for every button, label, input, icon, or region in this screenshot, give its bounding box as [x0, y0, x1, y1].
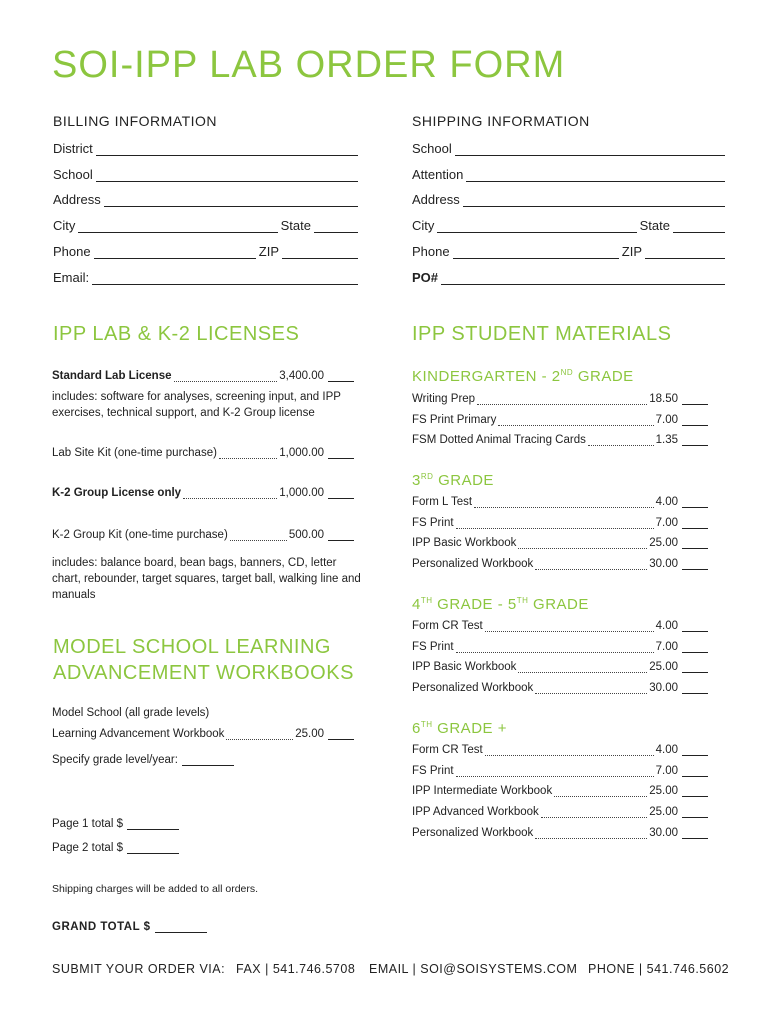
- product-row[interactable]: [412, 517, 708, 529]
- product-price: 1.35: [655, 434, 678, 446]
- page1-total-field[interactable]: [52, 818, 179, 830]
- product-price: 4.00: [655, 620, 678, 632]
- standard-license-description: includes: software for analyses, screening input, and IPP exercises, technical support, and K-2 Group license: [52, 391, 341, 419]
- product-label: FS Print: [412, 764, 454, 777]
- page2-total-label: Page 2 total $: [52, 842, 123, 854]
- k2-grade-heading-tail: GRADE: [573, 368, 634, 385]
- billing-state-label: State: [280, 218, 311, 233]
- k2-grade-sup: ND: [560, 368, 574, 377]
- product-row[interactable]: [412, 785, 708, 797]
- shipping-phone-label: Phone: [412, 244, 450, 259]
- grade3-heading-text: 3: [412, 472, 421, 489]
- grade6-heading-text: 6: [412, 720, 421, 737]
- billing-district-label: District: [53, 141, 93, 156]
- grade3-heading-tail: GRADE: [433, 472, 494, 489]
- shipping-school-field[interactable]: [412, 141, 728, 156]
- shipping-school-label: School: [412, 141, 452, 156]
- shipping-attention-field[interactable]: [412, 167, 728, 182]
- quantity-blank[interactable]: [682, 767, 708, 777]
- grand-total-label: GRAND TOTAL $: [52, 921, 151, 933]
- product-price: 18.50: [649, 393, 678, 405]
- footer-fax: FAX | 541.746.5708: [236, 962, 356, 976]
- shipping-zip-label: ZIP: [621, 244, 642, 259]
- product-price: 7.00: [655, 764, 678, 777]
- footer-email[interactable]: EMAIL | SOI@SOISYSTEMS.COM: [369, 962, 578, 976]
- product-label: Form CR Test: [412, 620, 483, 632]
- standard-license-price: 3,400.00: [279, 370, 324, 382]
- billing-city-label: City: [53, 218, 76, 233]
- footer-submit: SUBMIT YOUR ORDER VIA:: [52, 962, 226, 976]
- shipping-attention-label: Attention: [412, 167, 464, 182]
- product-row[interactable]: [412, 537, 708, 549]
- shipping-heading: SHIPPING INFORMATION: [412, 113, 590, 129]
- billing-phone-zip-field[interactable]: [53, 244, 361, 259]
- grade-level-field[interactable]: [52, 754, 234, 766]
- grade3-sup: RD: [420, 472, 434, 481]
- k2-kit-label: K-2 Group Kit (one-time purchase): [52, 529, 228, 541]
- product-label: Form L Test: [412, 496, 473, 508]
- grade45-heading-tail: GRADE: [528, 596, 589, 613]
- product-label: Personalized Workbook: [412, 682, 534, 695]
- product-label: Writing Prep: [412, 393, 476, 405]
- grade6-heading: [412, 720, 507, 737]
- product-price: 25.00: [649, 537, 678, 550]
- licenses-heading: IPP LAB & K-2 LICENSES: [53, 323, 300, 345]
- k2-license-label: K-2 Group License only: [52, 487, 182, 499]
- quantity-blank[interactable]: [682, 416, 708, 426]
- shipping-phone-zip-field[interactable]: [412, 244, 728, 259]
- grade6-heading-tail: GRADE +: [432, 720, 507, 737]
- materials-heading: IPP STUDENT MATERIALS: [412, 323, 672, 345]
- product-label: FS Print Primary: [412, 413, 497, 426]
- product-price: 7.00: [655, 413, 678, 426]
- product-price: 4.00: [655, 496, 678, 508]
- product-label: Form CR Test: [412, 744, 483, 756]
- billing-address-field[interactable]: [53, 192, 361, 207]
- quantity-blank[interactable]: [682, 746, 708, 756]
- product-label: FSM Dotted Animal Tracing Cards: [412, 434, 586, 446]
- quantity-blank[interactable]: [682, 498, 708, 508]
- workbook-label: Learning Advancement Workbook: [52, 728, 225, 740]
- quantity-blank[interactable]: [682, 436, 708, 446]
- grade45-heading-text: 4: [412, 596, 421, 613]
- billing-email-field[interactable]: [53, 270, 361, 285]
- product-row[interactable]: [412, 414, 708, 426]
- product-row[interactable]: [412, 620, 708, 632]
- quantity-blank[interactable]: [682, 395, 708, 405]
- quantity-blank[interactable]: [682, 663, 708, 673]
- workbook-price: 25.00: [295, 728, 324, 740]
- product-label: IPP Intermediate Workbook: [412, 785, 553, 798]
- product-row[interactable]: [412, 744, 708, 756]
- model-school-heading-2: ADVANCEMENT WORKBOOKS: [53, 662, 354, 684]
- quantity-blank[interactable]: [682, 808, 708, 818]
- product-row[interactable]: [412, 661, 708, 673]
- quantity-blank[interactable]: [682, 539, 708, 549]
- quantity-blank[interactable]: [682, 560, 708, 570]
- lab-site-kit-row[interactable]: [52, 447, 354, 459]
- page2-total-field[interactable]: [52, 842, 179, 854]
- k2-grade-heading: [412, 368, 634, 385]
- k2-kit-description: includes: balance board, bean bags, banners, CD, letter chart, rebounder, target squares, target ball, walking line and manuals: [52, 557, 361, 601]
- product-row[interactable]: [412, 393, 708, 405]
- product-label: IPP Basic Workbook: [412, 537, 517, 550]
- product-row[interactable]: [412, 434, 708, 446]
- product-price: 25.00: [649, 806, 678, 819]
- billing-school-label: School: [53, 167, 93, 182]
- shipping-po-field[interactable]: [412, 270, 728, 285]
- grade45-heading: [412, 596, 589, 613]
- billing-school-field[interactable]: [53, 167, 361, 182]
- k2-grade-heading-text: KINDERGARTEN - 2: [412, 368, 561, 385]
- billing-heading: BILLING INFORMATION: [53, 113, 218, 129]
- product-row[interactable]: [412, 806, 708, 818]
- k2-license-price: 1,000.00: [279, 487, 324, 499]
- billing-zip-label: ZIP: [258, 244, 279, 259]
- model-school-line: Model School (all grade levels): [52, 707, 210, 719]
- shipping-po-label: PO#: [412, 270, 439, 285]
- billing-address-label: Address: [53, 192, 101, 207]
- shipping-address-field[interactable]: [412, 192, 728, 207]
- grade-level-label: Specify grade level/year:: [52, 754, 178, 766]
- product-label: Personalized Workbook: [412, 558, 534, 571]
- shipping-note: Shipping charges will be added to all orders.: [52, 883, 259, 895]
- quantity-blank[interactable]: [682, 684, 708, 694]
- k2-kit-row[interactable]: [52, 529, 354, 541]
- page-title: SOI-IPP LAB ORDER FORM: [52, 44, 566, 86]
- quantity-blank[interactable]: [682, 787, 708, 797]
- grade45-sup: TH: [420, 596, 433, 605]
- product-row[interactable]: [412, 558, 708, 570]
- shipping-state-label: State: [639, 218, 670, 233]
- workbook-row[interactable]: [52, 728, 354, 740]
- page1-total-label: Page 1 total $: [52, 818, 123, 830]
- grade45-sup2: TH: [516, 596, 529, 605]
- product-price: 30.00: [649, 682, 678, 695]
- quantity-blank[interactable]: [682, 622, 708, 632]
- billing-district-field[interactable]: [53, 141, 361, 156]
- model-school-heading-1: MODEL SCHOOL LEARNING: [53, 636, 331, 658]
- product-price: 7.00: [655, 516, 678, 529]
- product-price: 30.00: [649, 558, 678, 571]
- grade45-heading-mid: GRADE - 5: [432, 596, 517, 613]
- product-row[interactable]: [412, 641, 708, 653]
- product-label: IPP Basic Workbook: [412, 661, 517, 674]
- product-row[interactable]: [412, 827, 708, 839]
- standard-license-row[interactable]: [52, 370, 354, 382]
- grade6-sup: TH: [420, 720, 433, 729]
- lab-site-kit-price: 1,000.00: [279, 447, 324, 459]
- lab-site-kit-label: Lab Site Kit (one-time purchase): [52, 447, 217, 459]
- shipping-address-label: Address: [412, 192, 460, 207]
- billing-email-label: Email:: [53, 270, 90, 285]
- product-row[interactable]: [412, 496, 708, 508]
- grand-total-field[interactable]: [52, 921, 207, 933]
- product-price: 25.00: [649, 661, 678, 674]
- product-price: 4.00: [655, 744, 678, 756]
- product-label: FS Print: [412, 516, 454, 529]
- shipping-city-label: City: [412, 218, 435, 233]
- product-label: FS Print: [412, 640, 454, 653]
- standard-license-label: Standard Lab License: [52, 370, 172, 382]
- k2-license-row[interactable]: [52, 487, 354, 499]
- product-price: 30.00: [649, 826, 678, 839]
- product-label: Personalized Workbook: [412, 826, 534, 839]
- product-row[interactable]: [412, 682, 708, 694]
- product-label: IPP Advanced Workbook: [412, 806, 539, 819]
- footer-phone: PHONE | 541.746.5602: [588, 962, 730, 976]
- product-price: 25.00: [649, 785, 678, 798]
- quantity-blank[interactable]: [682, 643, 708, 653]
- grade3-heading: [412, 472, 494, 489]
- quantity-blank[interactable]: [682, 519, 708, 529]
- product-price: 7.00: [655, 640, 678, 653]
- shipping-city-state-field[interactable]: [412, 218, 728, 233]
- quantity-blank[interactable]: [682, 829, 708, 839]
- k2-kit-price: 500.00: [288, 529, 324, 541]
- billing-city-state-field[interactable]: [53, 218, 361, 233]
- product-row[interactable]: [412, 765, 708, 777]
- billing-phone-label: Phone: [53, 244, 91, 259]
